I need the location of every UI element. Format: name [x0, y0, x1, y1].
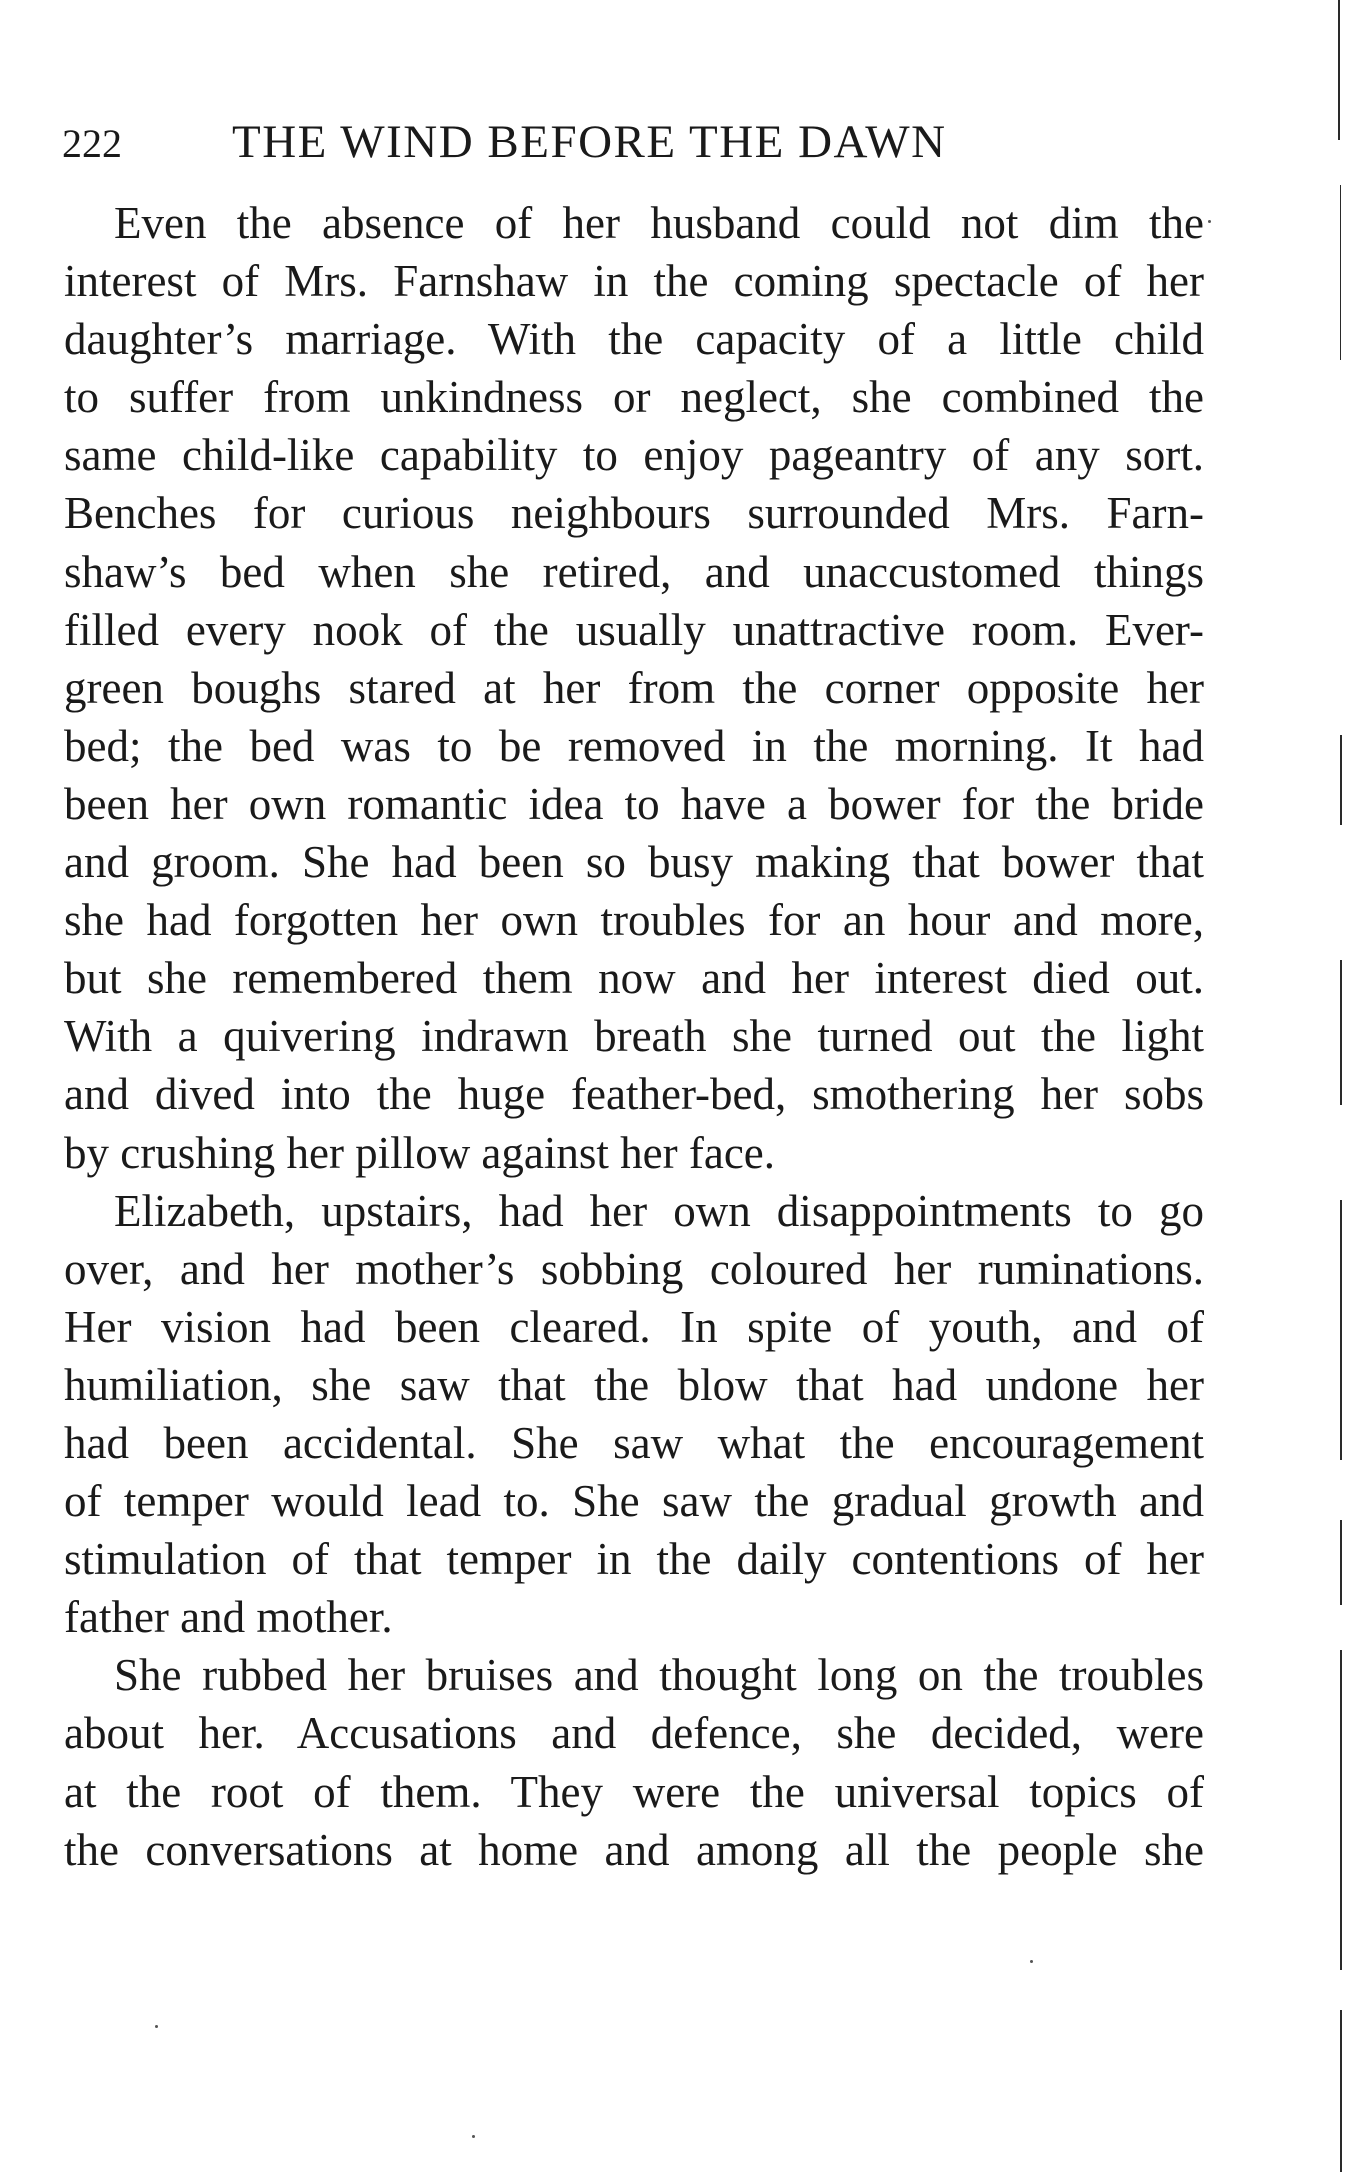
body-text [64, 194, 1204, 1879]
scan-speck [1208, 220, 1211, 223]
page-number: 222 [62, 121, 122, 166]
text-line: With a quivering indrawn breath she turned out the light [64, 1011, 1204, 1062]
scan-edge-line [1340, 960, 1342, 1105]
text-line: same child-like capability to enjoy pageantry of any sort. [64, 430, 1204, 481]
text-line: the conversations at home and among all the people she [64, 1824, 1204, 1875]
text-line: and groom. She had been so busy making that bower that [64, 837, 1204, 888]
text-line: Her vision had been cleared. In spite of youth, and of [64, 1301, 1204, 1352]
paragraph [64, 1646, 1204, 1878]
text-line: Benches for curious neighbours surrounded Mrs. Farn- [64, 488, 1204, 539]
text-line: to suffer from unkindness or neglect, she combined the [64, 372, 1204, 423]
text-line: she had forgotten her own troubles for an hour and more, [64, 895, 1204, 946]
text-line: at the root of them. They were the universal topics of [64, 1766, 1204, 1817]
scan-edge-line [1340, 1200, 1342, 1460]
text-line: but she remembered them now and her interest died out. [64, 953, 1204, 1004]
scan-speck [472, 2135, 475, 2138]
text-line: father and mother. [64, 1592, 393, 1643]
text-line: about her. Accusations and defence, she decided, were [64, 1708, 1204, 1759]
scan-edge-line [1338, 0, 1340, 140]
text-line: She rubbed her bruises and thought long on the troubles [114, 1650, 1204, 1701]
running-title: THE WIND BEFORE THE DAWN [232, 116, 947, 168]
scan-speck [1030, 1960, 1033, 1963]
text-line: filled every nook of the usually unattractive room. Ever- [64, 604, 1204, 655]
scan-edge-line [1340, 1650, 1342, 1970]
text-line: shaw’s bed when she retired, and unaccustomed things [64, 546, 1204, 597]
text-line: been her own romantic idea to have a bower for the bride [64, 778, 1204, 829]
text-line: Elizabeth, upstairs, had her own disappointments to go [114, 1185, 1204, 1236]
text-line: bed; the bed was to be removed in the morning. It had [64, 720, 1204, 771]
text-line: humiliation, she saw that the blow that had undone her [64, 1359, 1204, 1410]
running-head [62, 112, 1212, 172]
text-line: of temper would lead to. She saw the gradual growth and [64, 1476, 1204, 1527]
scan-edge-line [1340, 735, 1342, 825]
text-line: over, and her mother’s sobbing coloured her ruminations. [64, 1243, 1204, 1294]
text-line: had been accidental. She saw what the encouragement [64, 1417, 1204, 1468]
scan-edge-line [1340, 1520, 1342, 1605]
scan-edge-line [1340, 185, 1341, 360]
text-line: daughter’s marriage. With the capacity of a little child [64, 314, 1204, 365]
paragraph [64, 194, 1204, 1182]
scan-speck [155, 2025, 158, 2028]
scan-edge-line [1340, 2010, 1342, 2172]
text-line: stimulation of that temper in the daily contentions of her [64, 1534, 1204, 1585]
text-line: green boughs stared at her from the corner opposite her [64, 662, 1204, 713]
paragraph [64, 1182, 1204, 1647]
text-line: by crushing her pillow against her face. [64, 1127, 776, 1178]
text-line: Even the absence of her husband could not dim the [114, 198, 1204, 248]
text-line: and dived into the huge feather-bed, smothering her sobs [64, 1069, 1204, 1120]
text-line: interest of Mrs. Farnshaw in the coming spectacle of her [64, 256, 1204, 307]
